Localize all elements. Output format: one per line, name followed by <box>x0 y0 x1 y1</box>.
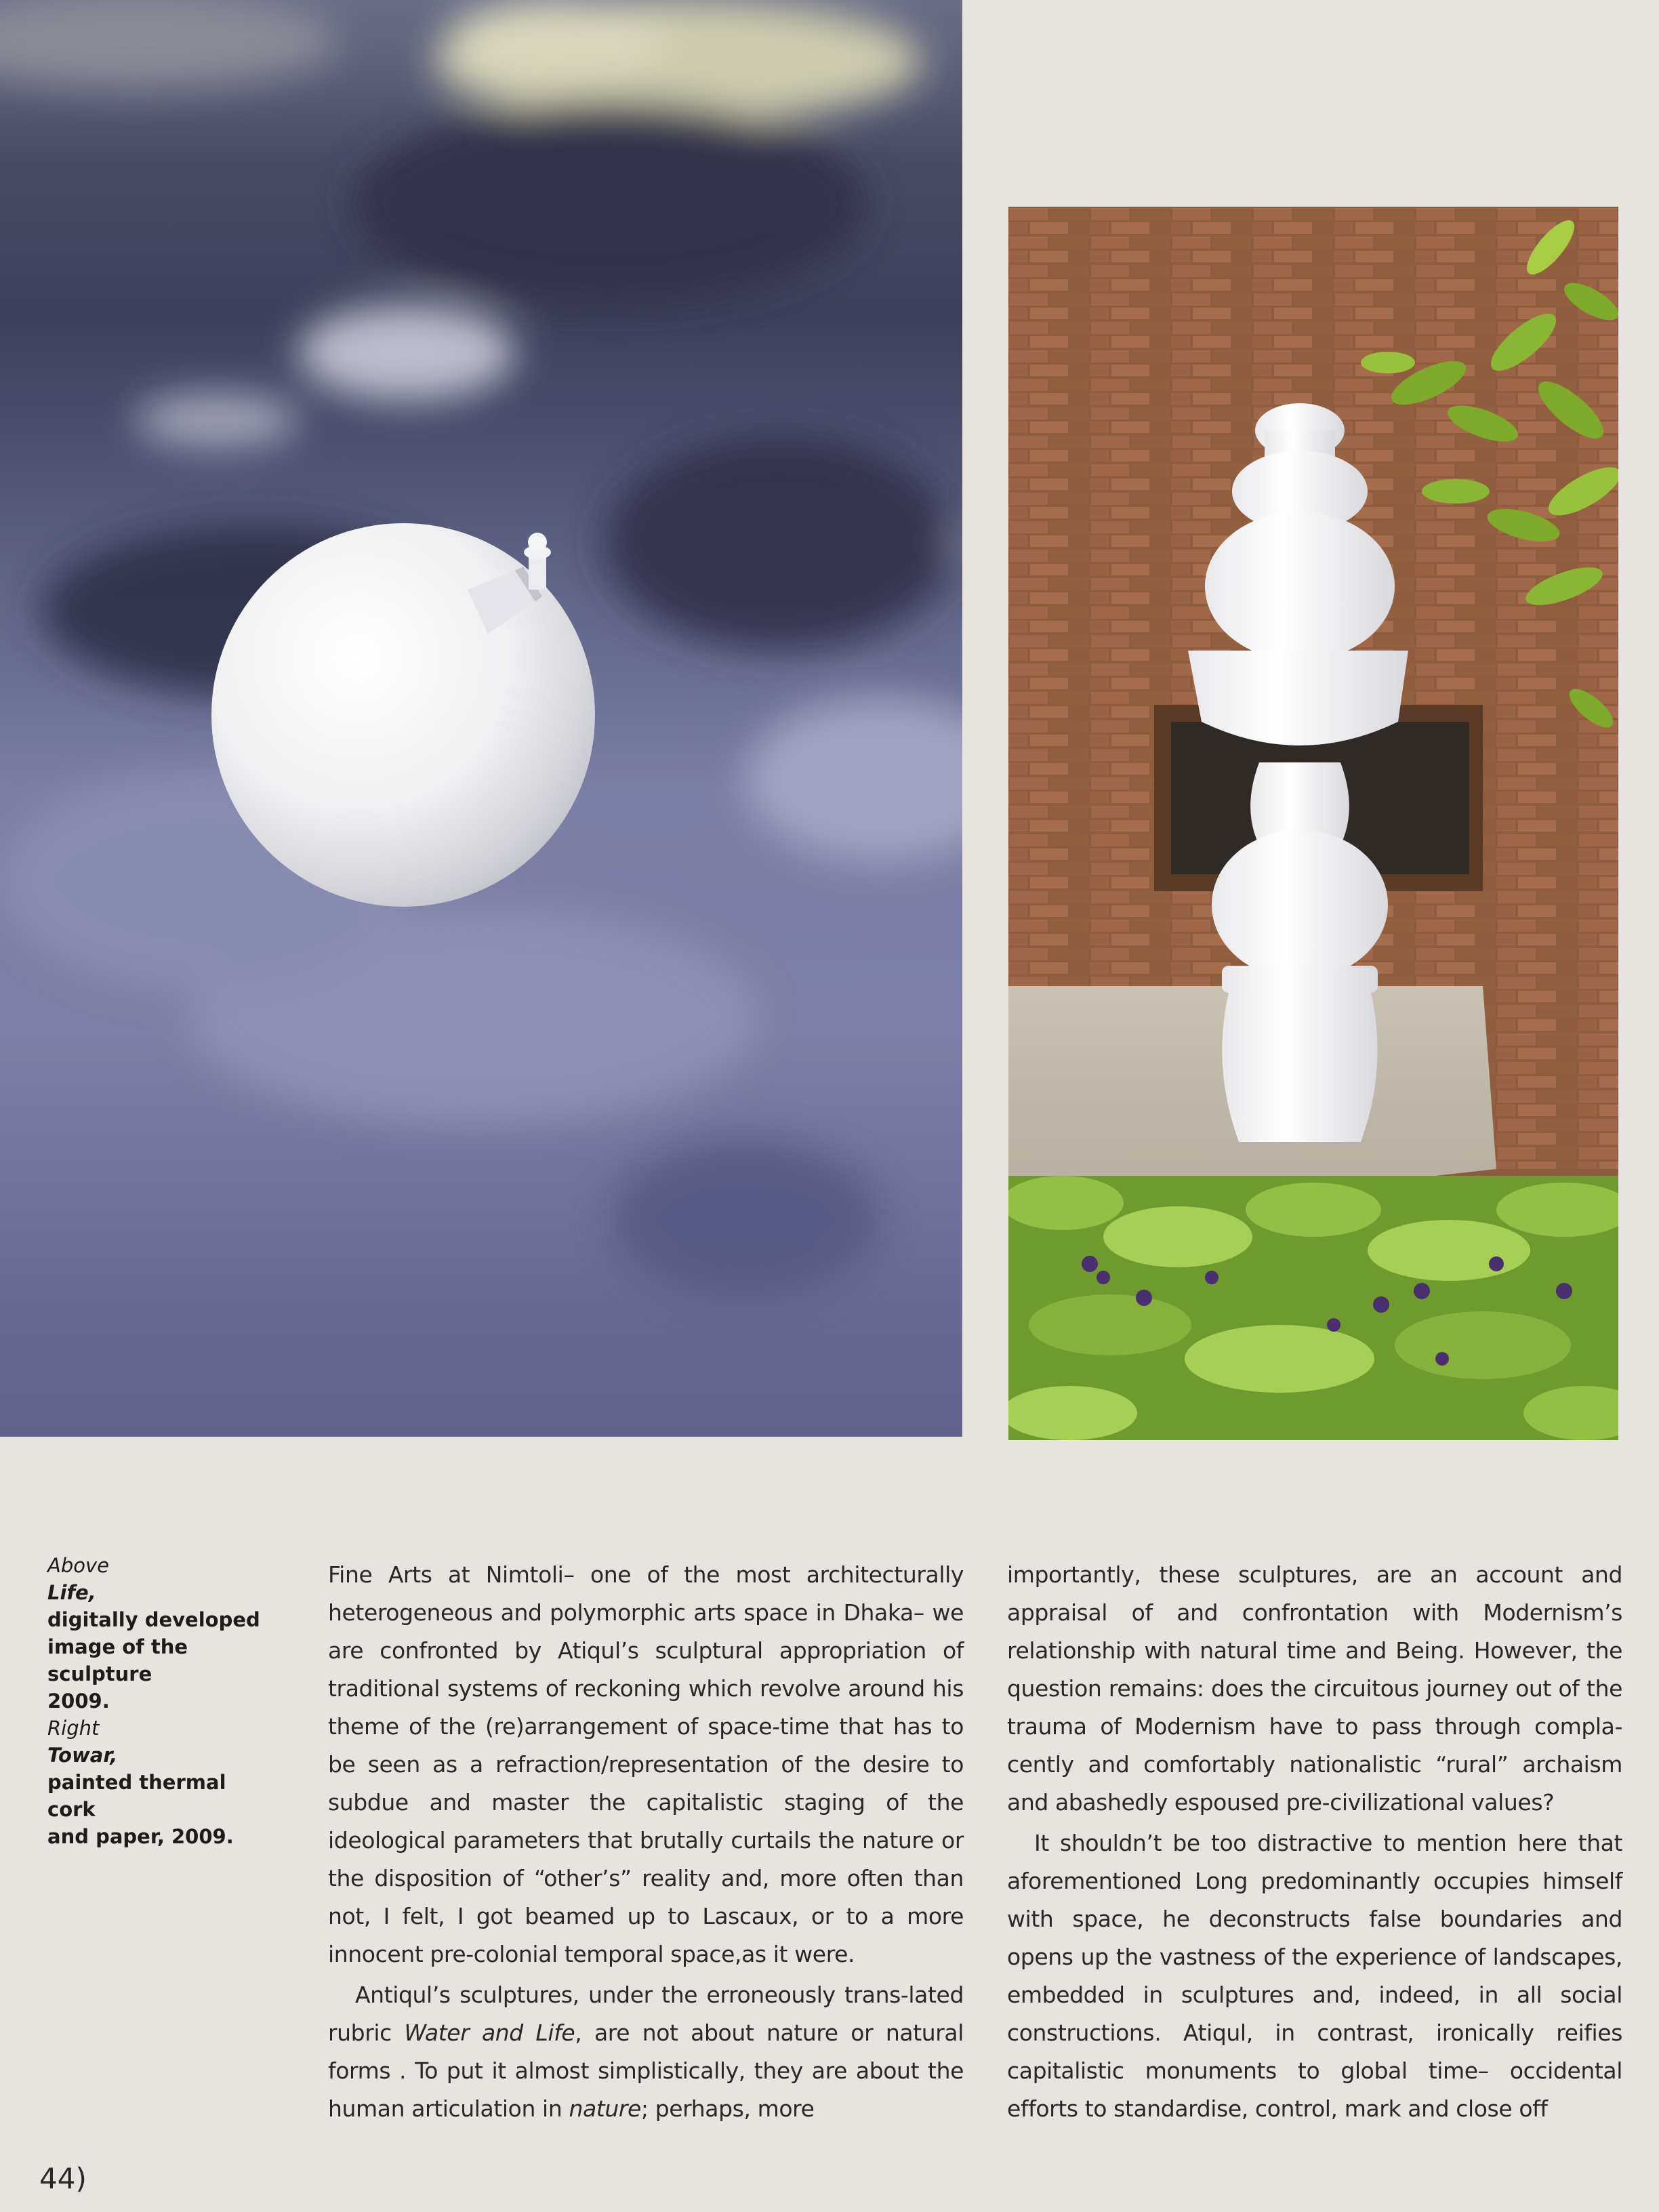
caption-above-line3: 2009. <box>47 1689 110 1713</box>
column1-p2-part-b: , are not about nature or natural forms . To put it almost simplistically, they are about the human articulation in <box>328 2020 964 2122</box>
caption-right-line1: painted thermal cork <box>47 1771 226 1821</box>
tower-sculpture-photo <box>1008 207 1618 1440</box>
column1-p2-part-c: ; perhaps, more <box>640 2095 815 2122</box>
page-number: 44) <box>39 2162 87 2195</box>
caption-above <box>47 1552 278 1715</box>
text-column-2 <box>1007 1556 1622 2128</box>
sky-sphere-photo <box>0 0 962 1437</box>
column1-paragraph-1: Fine Arts at Nimtoli– one of the most architecturally heterogeneous and polymorphic arts space in Dhaka– we are confronted by Atiqul’s sculptural appropriation of traditional systems of reckoning which revolve around his theme of the (re)arrangement of space-time that has to be seen as a refraction/representation of the desire to subdue and master the capitalistic staging of the ideological parameters that brutally curtails the nature or the disposition of “other’s” reality and, more often than not, I felt, I got beamed up to Lascaux, or to a more innocent pre-colonial temporal space,as it were. <box>328 1561 964 1967</box>
caption-right-title: Towar, <box>47 1744 118 1767</box>
caption-right <box>47 1715 278 1850</box>
caption-above-line2: image of the sculpture <box>47 1635 188 1685</box>
caption-above-line1: digitally developed <box>47 1608 260 1631</box>
caption-right-line2: and paper, 2009. <box>47 1825 234 1848</box>
column2-paragraph-2: It shouldn’t be too distractive to mention here that aforementioned Long predominantly occupies himself with space, he deconstructs false boundaries and opens up the vastness of the experience of landscapes, embedded in sculptures and, indeed, in all social constructions. Atiqul, in contrast, ironically reifies capitalistic monuments to global time– occidental efforts to standardise, control, mark and close off <box>1007 1830 1622 2122</box>
caption-right-label: Right <box>47 1717 100 1740</box>
caption-above-label: Above <box>47 1554 109 1577</box>
sphere-sculpture <box>211 523 595 907</box>
column1-paragraph-2 <box>328 1976 964 2128</box>
tower-image <box>1008 207 1618 1440</box>
column1-p2-italic-title: Water and Life <box>404 2020 575 2046</box>
column1-p2-part-a: Antiqul’s sculptures, under the erroneously trans-lated rubric <box>328 1982 964 2046</box>
column2-paragraph-1: importantly, these sculptures, are an account and appraisal of and confrontation with Modernism’s relationship with natural time and Being. However, the question remains: does the circuitous journey out of the trauma of Modernism have to pass through compla-cently and comfortably nationalistic “rural” archaism and abashedly espoused pre-civilizational values? <box>1007 1561 1622 1816</box>
caption-above-title: Life, <box>47 1581 96 1604</box>
sky-sphere-image <box>0 0 962 1437</box>
text-column-1 <box>328 1556 964 2128</box>
column1-p2-italic-nature: nature <box>569 2095 641 2122</box>
